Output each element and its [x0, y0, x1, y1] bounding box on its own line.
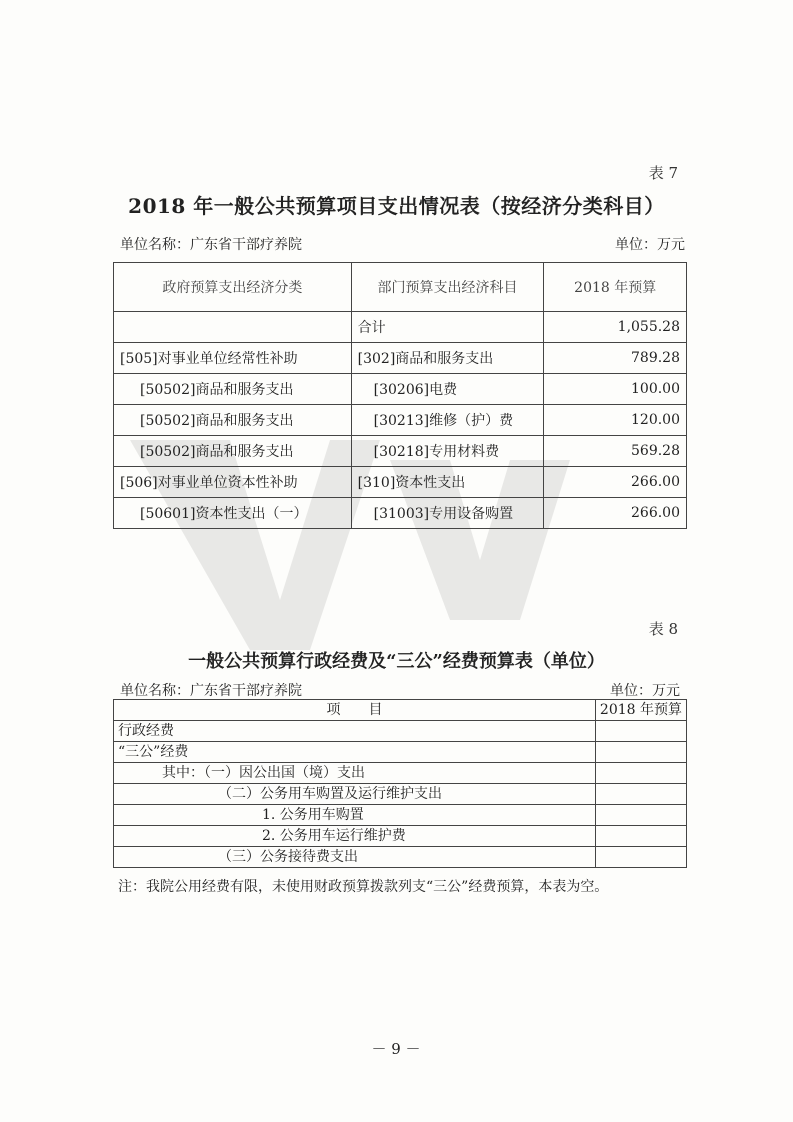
table-row — [114, 721, 687, 742]
table8-header-cell: 2018 年预算 — [595, 700, 686, 721]
table-cell: [30213]维修（护）费 — [351, 405, 544, 436]
table-cell: [302]商品和服务支出 — [351, 343, 544, 374]
table-cell: [310]资本性支出 — [351, 467, 544, 498]
table-cell: 100.00 — [544, 374, 687, 405]
table8-header-row — [114, 700, 687, 721]
table-row — [114, 742, 687, 763]
table-cell: [50502]商品和服务支出 — [114, 374, 352, 405]
table-row — [114, 312, 687, 343]
page-number: － 9 － — [371, 1040, 421, 1058]
table-cell: （三）公务接待费支出 — [114, 847, 596, 868]
table-cell — [114, 312, 352, 343]
table-cell: 789.28 — [544, 343, 687, 374]
table-cell: 其中：（一）因公出国（境）支出 — [114, 763, 596, 784]
table-row — [114, 374, 687, 405]
table8-tag: 表 8 — [648, 620, 678, 638]
table-cell: [506]对事业单位资本性补助 — [114, 467, 352, 498]
table-cell: [31003]专用设备购置 — [351, 498, 544, 529]
table-cell: 行政经费 — [114, 721, 596, 742]
table-cell: [50601]资本性支出（一） — [114, 498, 352, 529]
table8-unit-name: 单位名称：广东省干部疗养院 — [120, 683, 302, 699]
table7-tag: 表 7 — [648, 164, 678, 182]
table-cell: 1. 公务用车购置 — [114, 805, 596, 826]
table-row — [114, 436, 687, 467]
table7-header-cell: 部门预算支出经济科目 — [351, 263, 544, 312]
table7-header-cell: 2018 年预算 — [544, 263, 687, 312]
table-row — [114, 405, 687, 436]
table-cell — [595, 805, 686, 826]
table-cell: [30218]专用材料费 — [351, 436, 544, 467]
table-cell: 266.00 — [544, 467, 687, 498]
table7-unit: 单位：万元 — [615, 237, 685, 253]
table-cell — [595, 763, 686, 784]
table-cell: 120.00 — [544, 405, 687, 436]
table7-unit-name: 单位名称：广东省干部疗养院 — [120, 237, 302, 253]
table-cell: （二）公务用车购置及运行维护支出 — [114, 784, 596, 805]
table-row — [114, 498, 687, 529]
table8 — [113, 699, 687, 868]
table-cell: [50502]商品和服务支出 — [114, 436, 352, 467]
table7-title: 2018 年一般公共预算项目支出情况表（按经济分类科目） — [128, 194, 665, 218]
table8-header-cell: 项 目 — [114, 700, 596, 721]
table7-header-cell: 政府预算支出经济分类 — [114, 263, 352, 312]
table-cell: 1,055.28 — [544, 312, 687, 343]
table-row — [114, 805, 687, 826]
table-cell — [595, 847, 686, 868]
table-row — [114, 784, 687, 805]
table-cell: [30206]电费 — [351, 374, 544, 405]
table-row — [114, 343, 687, 374]
table-cell: 合计 — [351, 312, 544, 343]
table-row — [114, 826, 687, 847]
table-cell: “三公”经费 — [114, 742, 596, 763]
table-cell: 266.00 — [544, 498, 687, 529]
table-cell — [595, 742, 686, 763]
table-cell — [595, 826, 686, 847]
table-cell: 569.28 — [544, 436, 687, 467]
table-cell: 2. 公务用车运行维护费 — [114, 826, 596, 847]
table-cell — [595, 721, 686, 742]
table-cell: [505]对事业单位经常性补助 — [114, 343, 352, 374]
table-cell: [50502]商品和服务支出 — [114, 405, 352, 436]
table-row — [114, 847, 687, 868]
table-cell — [595, 784, 686, 805]
table8-unit: 单位：万元 — [610, 683, 680, 699]
table8-title: 一般公共预算行政经费及“三公”经费预算表（单位） — [188, 651, 605, 672]
table-row — [114, 763, 687, 784]
table-row — [114, 467, 687, 498]
table7 — [113, 262, 687, 529]
table8-note: 注：我院公用经费有限，未使用财政预算拨款列支“三公”经费预算，本表为空。 — [118, 879, 609, 895]
table7-header-row — [114, 263, 687, 312]
